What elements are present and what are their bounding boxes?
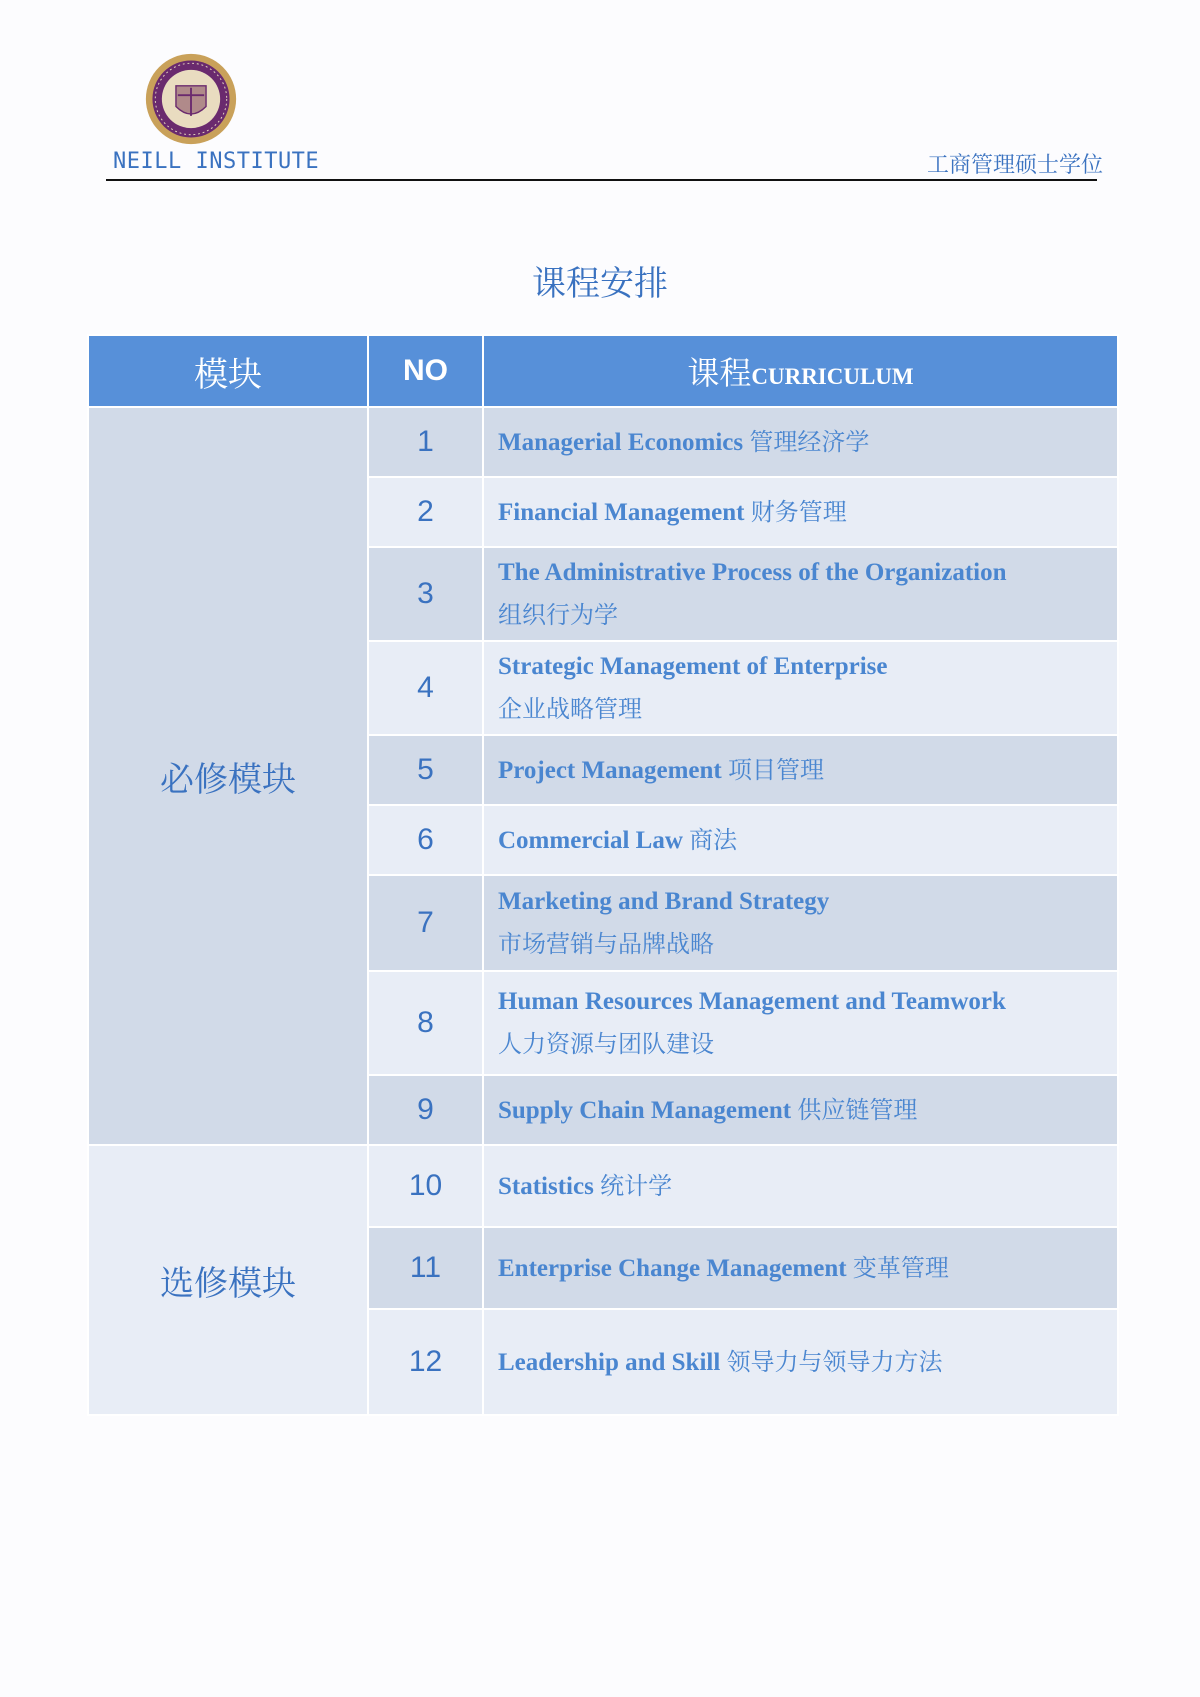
- course-name-cn: 领导力与领导力方法: [726, 1347, 943, 1376]
- course-name-cn: 管理经济学: [749, 427, 870, 456]
- course-name-en: Project Management: [498, 756, 722, 784]
- course-name-en: Financial Management: [498, 498, 745, 526]
- course-name-en: Human Resources Management and Teamwork: [498, 988, 1006, 1015]
- course-name-cn: 变革管理: [852, 1253, 949, 1282]
- table-header-row: [88, 335, 1118, 407]
- course-name-en: The Administrative Process of the Organization: [498, 559, 1007, 586]
- course-name-cn: 项目管理: [728, 755, 825, 784]
- course-name: [483, 1309, 1118, 1415]
- header-curriculum-en: CURRICULUM: [751, 364, 914, 389]
- course-no: 7: [368, 875, 483, 971]
- course-name: [483, 547, 1118, 641]
- course-name-cn: 企业战略管理: [498, 695, 642, 723]
- course-name-cn: 商法: [689, 825, 738, 854]
- course-no: 3: [368, 547, 483, 641]
- course-name-cn: 财务管理: [750, 497, 847, 526]
- curriculum-table: [87, 334, 1119, 1416]
- course-no: 4: [368, 641, 483, 735]
- table-row: [88, 407, 1118, 477]
- course-no: 6: [368, 805, 483, 875]
- module-elective: 选修模块: [88, 1145, 368, 1415]
- header-curriculum: [483, 335, 1118, 407]
- course-name-en: Statistics: [498, 1172, 594, 1200]
- course-name: [483, 805, 1118, 875]
- course-no: 10: [368, 1145, 483, 1227]
- course-name: [483, 735, 1118, 805]
- course-name-cn: 组织行为学: [498, 601, 618, 629]
- course-name: [483, 641, 1118, 735]
- course-name-cn: 统计学: [600, 1171, 673, 1200]
- course-name-en: Managerial Economics: [498, 428, 744, 456]
- course-name: [483, 971, 1118, 1075]
- course-no: 1: [368, 407, 483, 477]
- degree-title: 工商管理硕士学位: [926, 153, 1103, 178]
- course-name-en: Strategic Management of Enterprise: [498, 653, 888, 680]
- header-curriculum-cn: 课程: [687, 354, 752, 392]
- course-no: 5: [368, 735, 483, 805]
- course-name: [483, 407, 1118, 477]
- course-name-cn: 市场营销与品牌战略: [498, 930, 714, 958]
- header-divider: [106, 179, 1097, 181]
- course-no: 2: [368, 477, 483, 547]
- institute-name: NEILL INSTITUTE: [113, 149, 320, 174]
- header-module: 模块: [88, 335, 368, 407]
- course-name-en: Supply Chain Management: [498, 1096, 792, 1124]
- course-name-en: Leadership and Skill: [498, 1348, 721, 1376]
- course-name-en: Enterprise Change Management: [498, 1254, 847, 1282]
- course-no: 11: [368, 1227, 483, 1309]
- course-name: [483, 875, 1118, 971]
- course-name-en: Marketing and Brand Strategy: [498, 888, 830, 915]
- course-no: 9: [368, 1075, 483, 1145]
- module-required: 必修模块: [88, 407, 368, 1145]
- page-title: 课程安排: [532, 264, 668, 304]
- course-name-cn: 人力资源与团队建设: [498, 1030, 714, 1058]
- table-row: [88, 1145, 1118, 1227]
- page-header: [0, 0, 1200, 185]
- course-name: [483, 477, 1118, 547]
- course-no: 8: [368, 971, 483, 1075]
- course-name: [483, 1227, 1118, 1309]
- institute-seal-logo: [144, 52, 238, 146]
- course-name: [483, 1075, 1118, 1145]
- course-name-en: Commercial Law: [498, 826, 683, 854]
- course-name-cn: 供应链管理: [797, 1095, 918, 1124]
- course-no: 12: [368, 1309, 483, 1415]
- header-no: NO: [368, 335, 483, 407]
- course-name: [483, 1145, 1118, 1227]
